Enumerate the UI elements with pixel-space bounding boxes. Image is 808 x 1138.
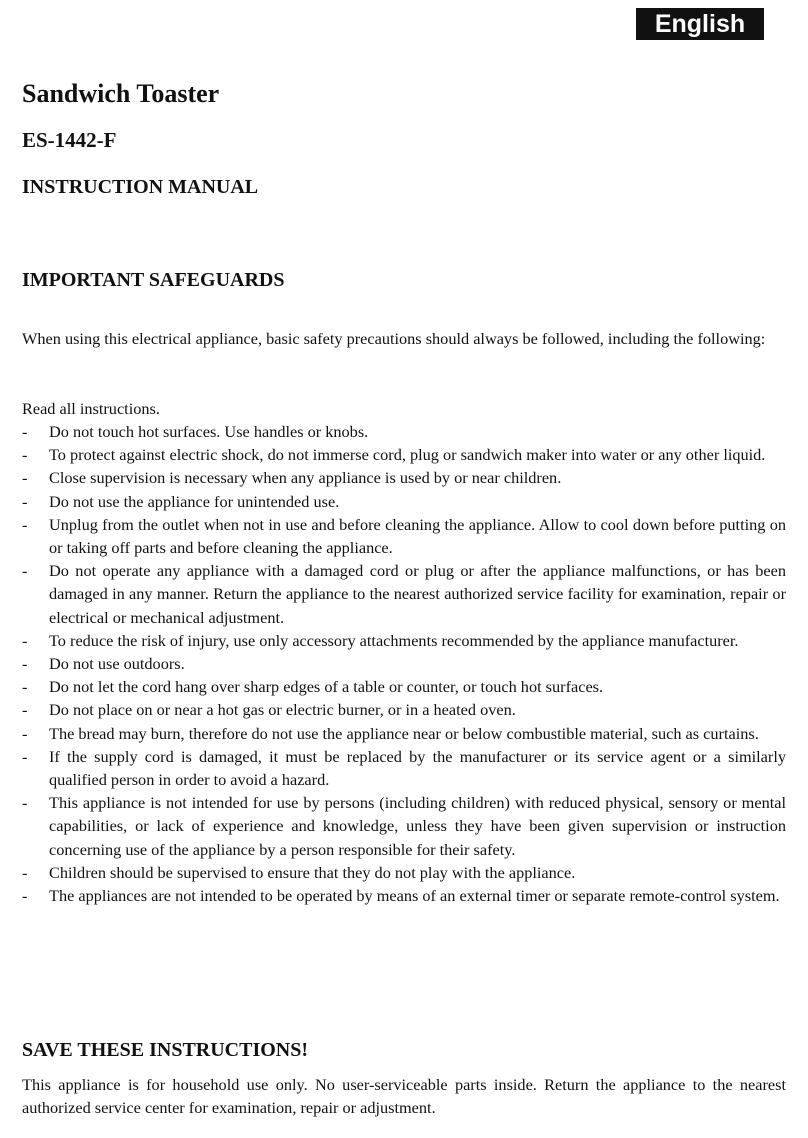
safeguards-heading: IMPORTANT SAFEGUARDS [22, 269, 285, 291]
list-item: - Do not use outdoors. [22, 652, 786, 675]
list-item: - To reduce the risk of injury, use only accessory attachments recommended by the appliance manufacturer. [22, 629, 786, 652]
list-item: - Unplug from the outlet when not in use and before cleaning the appliance. Allow to cool down before putting on or taking off parts and before cleaning the appliance. [22, 513, 786, 559]
language-badge: English [636, 8, 764, 40]
list-item: - Do not let the cord hang over sharp edges of a table or counter, or touch hot surfaces. [22, 675, 786, 698]
list-item: - If the supply cord is damaged, it must be replaced by the manufacturer or its service agent or a similarly qualified person in order to avoid a hazard. [22, 745, 786, 791]
list-item: - The appliances are not intended to be operated by means of an external timer or separate remote-control system. [22, 884, 786, 907]
household-use-paragraph: This appliance is for household use only. No user-serviceable parts inside. Return the appliance to the nearest authorized service center for examination, repair or adjustment. [22, 1075, 786, 1118]
save-instructions-heading: SAVE THESE INSTRUCTIONS! [22, 1039, 309, 1061]
list-item: - This appliance is not intended for use by persons (including children) with reduced physical, sensory or mental capabilities, or lack of experience and knowledge, unless they have been given supervision or instruction concerning use of the appliance by a person responsible for their safety. [22, 791, 786, 861]
intro-paragraph: When using this electrical appliance, basic safety precautions should always be followed, including the following: [22, 329, 766, 348]
list-item: - Do not operate any appliance with a damaged cord or plug or after the appliance malfunctions, or has been damaged in any manner. Return the appliance to the nearest authorized service facility for examination, repair or electrical or mechanical adjustment. [22, 559, 786, 629]
manual-subtitle: INSTRUCTION MANUAL [22, 176, 259, 198]
list-item: - Children should be supervised to ensure that they do not play with the appliance. [22, 861, 786, 884]
list-item: - Close supervision is necessary when any appliance is used by or near children. [22, 466, 786, 489]
list-item: - Do not use the appliance for unintended use. [22, 490, 786, 513]
list-item: - The bread may burn, therefore do not use the appliance near or below combustible material, such as curtains. [22, 722, 786, 745]
product-title: Sandwich Toaster [22, 79, 220, 108]
read-all-instructions: Read all instructions. [22, 399, 160, 418]
list-item: - Do not touch hot surfaces. Use handles or knobs. [22, 420, 786, 443]
list-item: - Do not place on or near a hot gas or electric burner, or in a heated oven. [22, 698, 786, 721]
list-item: - To protect against electric shock, do not immerse cord, plug or sandwich maker into water or any other liquid. [22, 443, 786, 466]
model-number: ES-1442-F [22, 128, 117, 152]
safety-rules-list [22, 420, 786, 907]
